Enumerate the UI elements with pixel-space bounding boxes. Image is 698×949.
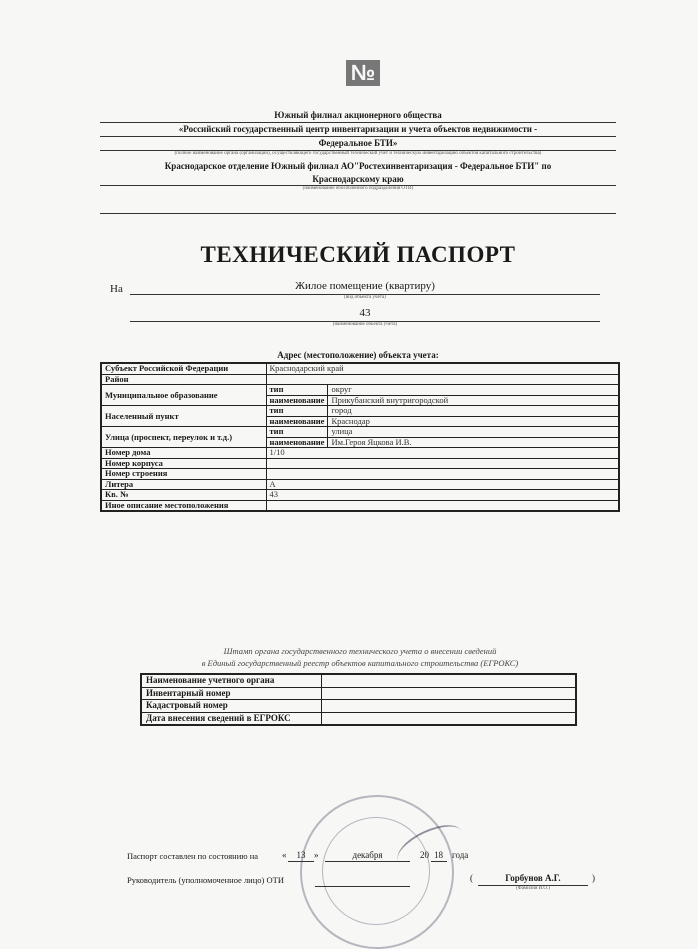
table-row: [101, 363, 619, 374]
municipal-name-label: наименование: [266, 395, 328, 406]
date-year: 18: [434, 850, 443, 860]
divider: [100, 122, 616, 123]
egrok-row-1-label: Наименование учетного органа: [141, 674, 321, 687]
org-caption: (полное наименование органа (организации), осуществляющего государственный технический учет и техническую инвентаризацию объектов капитального строительства): [174, 151, 542, 156]
dept-line-2: Краснодарскому краю: [312, 174, 404, 184]
municipal-type-value: округ: [328, 385, 619, 396]
object-type-caption: (вид объекта учета): [344, 295, 386, 300]
street-type-value: улица: [328, 427, 619, 438]
address-heading: Адрес (местоположение) объекта учета:: [277, 350, 439, 360]
street-type-label: тип: [266, 427, 328, 438]
page-title: ТЕХНИЧЕСКИЙ ПАСПОРТ: [200, 242, 516, 267]
structure-value: [266, 469, 619, 480]
dept-caption: (наименование обособленного подразделения ОТИ): [302, 186, 414, 191]
house-value: 1/10: [266, 448, 619, 459]
signer-close-paren: ): [592, 873, 595, 883]
municipal-label: Муниципальное образование: [101, 385, 266, 406]
org-line-1: Южный филиал акционерного общества: [274, 110, 442, 120]
signer-caption: (Фамилия И.О.): [516, 886, 550, 891]
district-label: Район: [101, 374, 266, 385]
egrok-caption-2: в Единый государственный реестр объектов капитального строительства (ЕГРОКС): [201, 658, 519, 668]
litera-value: А: [266, 479, 619, 490]
subject-value: Краснодарский край: [266, 363, 619, 374]
divider: [431, 861, 447, 862]
date-open-quote: «: [282, 850, 287, 860]
apt-label: Кв. №: [101, 490, 266, 501]
table-row: [141, 712, 576, 725]
egrok-row-2-label: Инвентарный номер: [141, 687, 321, 700]
other-value: [266, 500, 619, 511]
date-year-prefix: 20: [420, 850, 429, 860]
divider: [325, 861, 410, 862]
street-name-label: наименование: [266, 437, 328, 448]
other-label: Иное описание местоположения: [101, 500, 266, 511]
table-row: [101, 427, 619, 438]
org-line-2: «Российский государственный центр инвентаризации и учета объектов недвижимости -: [178, 124, 538, 134]
structure-label: Номер строения: [101, 469, 266, 480]
state-label: Паспорт составлен по состоянию на: [127, 851, 259, 861]
house-label: Номер дома: [101, 448, 266, 459]
signature-line: [315, 886, 410, 887]
table-row: [101, 448, 619, 459]
street-name-value: Им.Героя Яцкова И.В.: [328, 437, 619, 448]
signer-name: Горбунов А.Г.: [505, 873, 561, 883]
object-name-caption: (наименование объекта учета): [332, 322, 398, 327]
table-row: [101, 490, 619, 501]
table-row: [101, 500, 619, 511]
divider: [100, 213, 616, 214]
table-row: [141, 700, 576, 713]
district-value: [266, 374, 619, 385]
egrok-row-3-value: [321, 700, 576, 713]
table-row: [101, 458, 619, 469]
table-row: [141, 674, 576, 687]
egrok-row-2-value: [321, 687, 576, 700]
org-line-3: Федеральное БТИ»: [318, 138, 398, 148]
egrok-table: [140, 673, 577, 726]
table-row: [101, 469, 619, 480]
egrok-row-1-value: [321, 674, 576, 687]
na-label: На: [110, 283, 123, 295]
municipal-type-label: тип: [266, 385, 328, 396]
object-type: Жилое помещение (квартиру): [295, 280, 435, 292]
subject-label: Субъект Российской Федерации: [101, 363, 266, 374]
egrok-row-4-value: [321, 712, 576, 725]
building-value: [266, 458, 619, 469]
street-label: Улица (проспект, переулок и т.д.): [101, 427, 266, 448]
settlement-name-label: наименование: [266, 416, 328, 427]
signer-open-paren: (: [470, 873, 473, 883]
settlement-type-label: тип: [266, 406, 328, 417]
head-label: Руководитель (уполномоченное лицо) ОТИ: [127, 875, 284, 885]
divider: [288, 861, 314, 862]
divider: [100, 136, 616, 137]
dept-line-1: Краснодарское отделение Южный филиал АО"Ростехинвентаризация - Федеральное БТИ" по: [164, 161, 552, 171]
table-row: [101, 406, 619, 417]
apt-value: 43: [266, 490, 619, 501]
building-label: Номер корпуса: [101, 458, 266, 469]
litera-label: Литера: [101, 479, 266, 490]
settlement-type-value: город: [328, 406, 619, 417]
table-row: [101, 479, 619, 490]
settlement-label: Населенный пункт: [101, 406, 266, 427]
egrok-row-3-label: Кадастровый номер: [141, 700, 321, 713]
settlement-name-value: Краснодар: [328, 416, 619, 427]
date-month: декабря: [352, 850, 383, 860]
table-row: [141, 687, 576, 700]
egrok-caption-1: Штамп органа государственного технического учета о внесении сведений: [223, 646, 497, 656]
date-close-quote: »: [314, 850, 319, 860]
egrok-row-4-label: Дата внесения сведений в ЕГРОКС: [141, 712, 321, 725]
date-year-suffix: года: [452, 850, 469, 860]
address-table: [100, 362, 620, 512]
table-row: [101, 385, 619, 396]
logo: №: [346, 60, 380, 86]
table-row: [101, 374, 619, 385]
date-day: 13: [296, 850, 306, 860]
municipal-name-value: Прикубанский внутригородской: [328, 395, 619, 406]
object-name: 43: [359, 307, 371, 319]
